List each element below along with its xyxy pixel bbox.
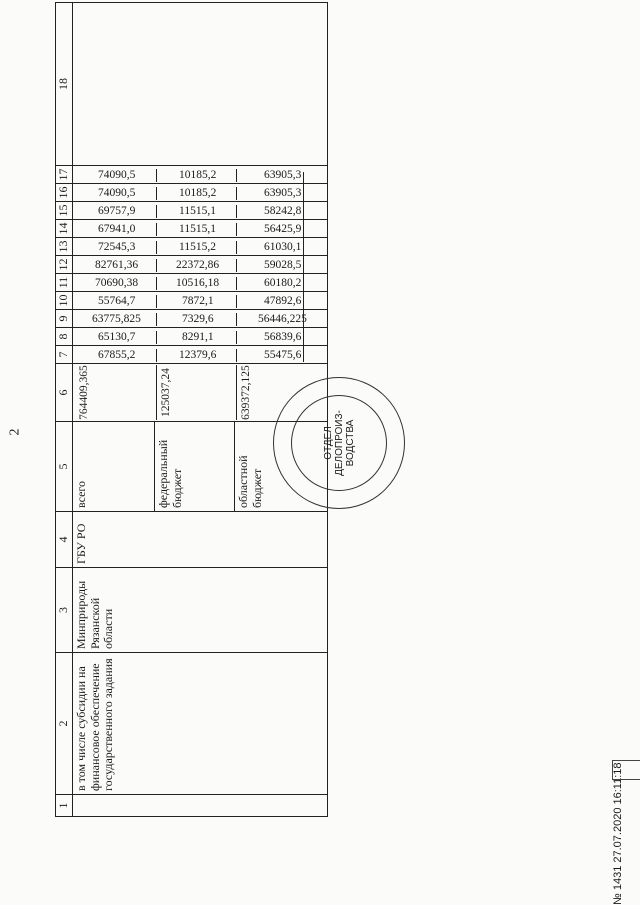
value-cell: 63775,825 xyxy=(75,313,157,326)
value-cell: 12379,6 xyxy=(157,349,237,362)
value-cell: 74090,5 xyxy=(75,169,157,182)
header-cell-13: 13 xyxy=(56,238,73,256)
value-cell: 10185,2 xyxy=(157,187,237,200)
header-cell-15: 15 xyxy=(56,202,73,220)
official-stamp xyxy=(273,377,405,509)
value-cell: 72545,3 xyxy=(75,241,157,254)
value-cell: 125037,24 xyxy=(157,365,237,420)
header-cell-1: 1 xyxy=(56,795,73,817)
header-cell-2: 2 xyxy=(56,653,73,795)
office-logo-icon xyxy=(612,760,640,780)
header-cell-17: 17 xyxy=(56,166,73,184)
value-cell: 58242,8 xyxy=(263,204,301,217)
value-cell: 69757,9 xyxy=(75,205,157,218)
header-row xyxy=(56,3,73,817)
value-column-13 xyxy=(72,238,327,256)
header-cell-4: 4 xyxy=(56,512,73,568)
value-column-15 xyxy=(72,202,327,220)
value-cell: 11515,1 xyxy=(157,205,237,218)
value-cell: 56839,6 xyxy=(263,330,301,343)
value-cell: 65130,7 xyxy=(75,331,157,344)
value-cell: 74090,5 xyxy=(75,187,157,200)
value-cell: 55764,7 xyxy=(75,295,157,308)
institution-cell: ГБУ РО xyxy=(72,512,327,568)
value-cell: 11515,2 xyxy=(157,241,237,254)
value-cell: 10516,18 xyxy=(157,277,237,290)
header-cell-14: 14 xyxy=(56,220,73,238)
header-cell-6: 6 xyxy=(56,364,73,422)
value-cell: 10185,2 xyxy=(157,169,237,182)
value-column-11 xyxy=(72,274,327,292)
value-cell: 63905,3 xyxy=(263,168,301,181)
header-cell-8: 8 xyxy=(56,328,73,346)
value-cell: 59028,5 xyxy=(263,258,301,271)
value-column-17 xyxy=(72,166,327,184)
funding-source-label: областной бюджет xyxy=(235,455,264,508)
value-cell: 63905,3 xyxy=(263,186,301,199)
value-cell: 47892,6 xyxy=(263,294,301,307)
header-cell-18: 18 xyxy=(56,3,73,166)
value-cell: 7329,6 xyxy=(157,313,237,326)
value-cell: 7872,1 xyxy=(157,295,237,308)
header-cell-10: 10 xyxy=(56,292,73,310)
value-cell: 8291,1 xyxy=(157,331,237,344)
funding-source-label: всего xyxy=(73,422,155,511)
col18-cell xyxy=(72,3,327,166)
value-column-8 xyxy=(72,328,327,346)
header-cell-9: 9 xyxy=(56,310,73,328)
header-cell-11: 11 xyxy=(56,274,73,292)
value-column-10 xyxy=(72,292,327,310)
value-cell: 70690,38 xyxy=(75,277,157,290)
value-cell: 82761,36 xyxy=(75,259,157,272)
header-cell-5: 5 xyxy=(56,422,73,512)
value-column-12 xyxy=(72,256,327,274)
value-column-7 xyxy=(72,346,327,364)
stamp-text: ОТДЕЛ ДЕЛОПРОИЗ- ВОДСТВА xyxy=(291,395,387,491)
value-cell: 22372,86 xyxy=(157,259,237,272)
value-cell: 56425,9 xyxy=(263,222,301,235)
value-column-14 xyxy=(72,220,327,238)
header-cell-16: 16 xyxy=(56,184,73,202)
value-cell: 11515,1 xyxy=(157,223,237,236)
page-number: 2 xyxy=(7,428,23,436)
row-description: в том числе субсидии на финансовое обеспечение государственного задания xyxy=(72,653,327,795)
value-cell: 639372,125 xyxy=(239,365,252,420)
col1-cell xyxy=(72,795,327,817)
value-column-9 xyxy=(72,310,327,328)
funding-source-label: федеральный бюджет xyxy=(155,422,235,511)
signature-line xyxy=(303,172,304,362)
header-cell-3: 3 xyxy=(56,568,73,653)
rotated-table-sheet xyxy=(55,0,356,817)
value-column-16 xyxy=(72,184,327,202)
value-cell: 60180,2 xyxy=(263,276,301,289)
value-cell: 67941,0 xyxy=(75,223,157,236)
header-cell-7: 7 xyxy=(56,346,73,364)
ministry-cell: Минприроды Рязанской области xyxy=(72,568,327,653)
value-cell: 61030,1 xyxy=(263,240,301,253)
value-cell: 55475,6 xyxy=(263,348,301,361)
registration-mark: № 1431 27.07.2020 16:11:18 xyxy=(612,762,624,905)
value-cell: 56446,225 xyxy=(257,312,307,325)
header-cell-12: 12 xyxy=(56,256,73,274)
value-cell: 764409,365 xyxy=(75,365,157,420)
value-cell: 67855,2 xyxy=(75,349,157,362)
